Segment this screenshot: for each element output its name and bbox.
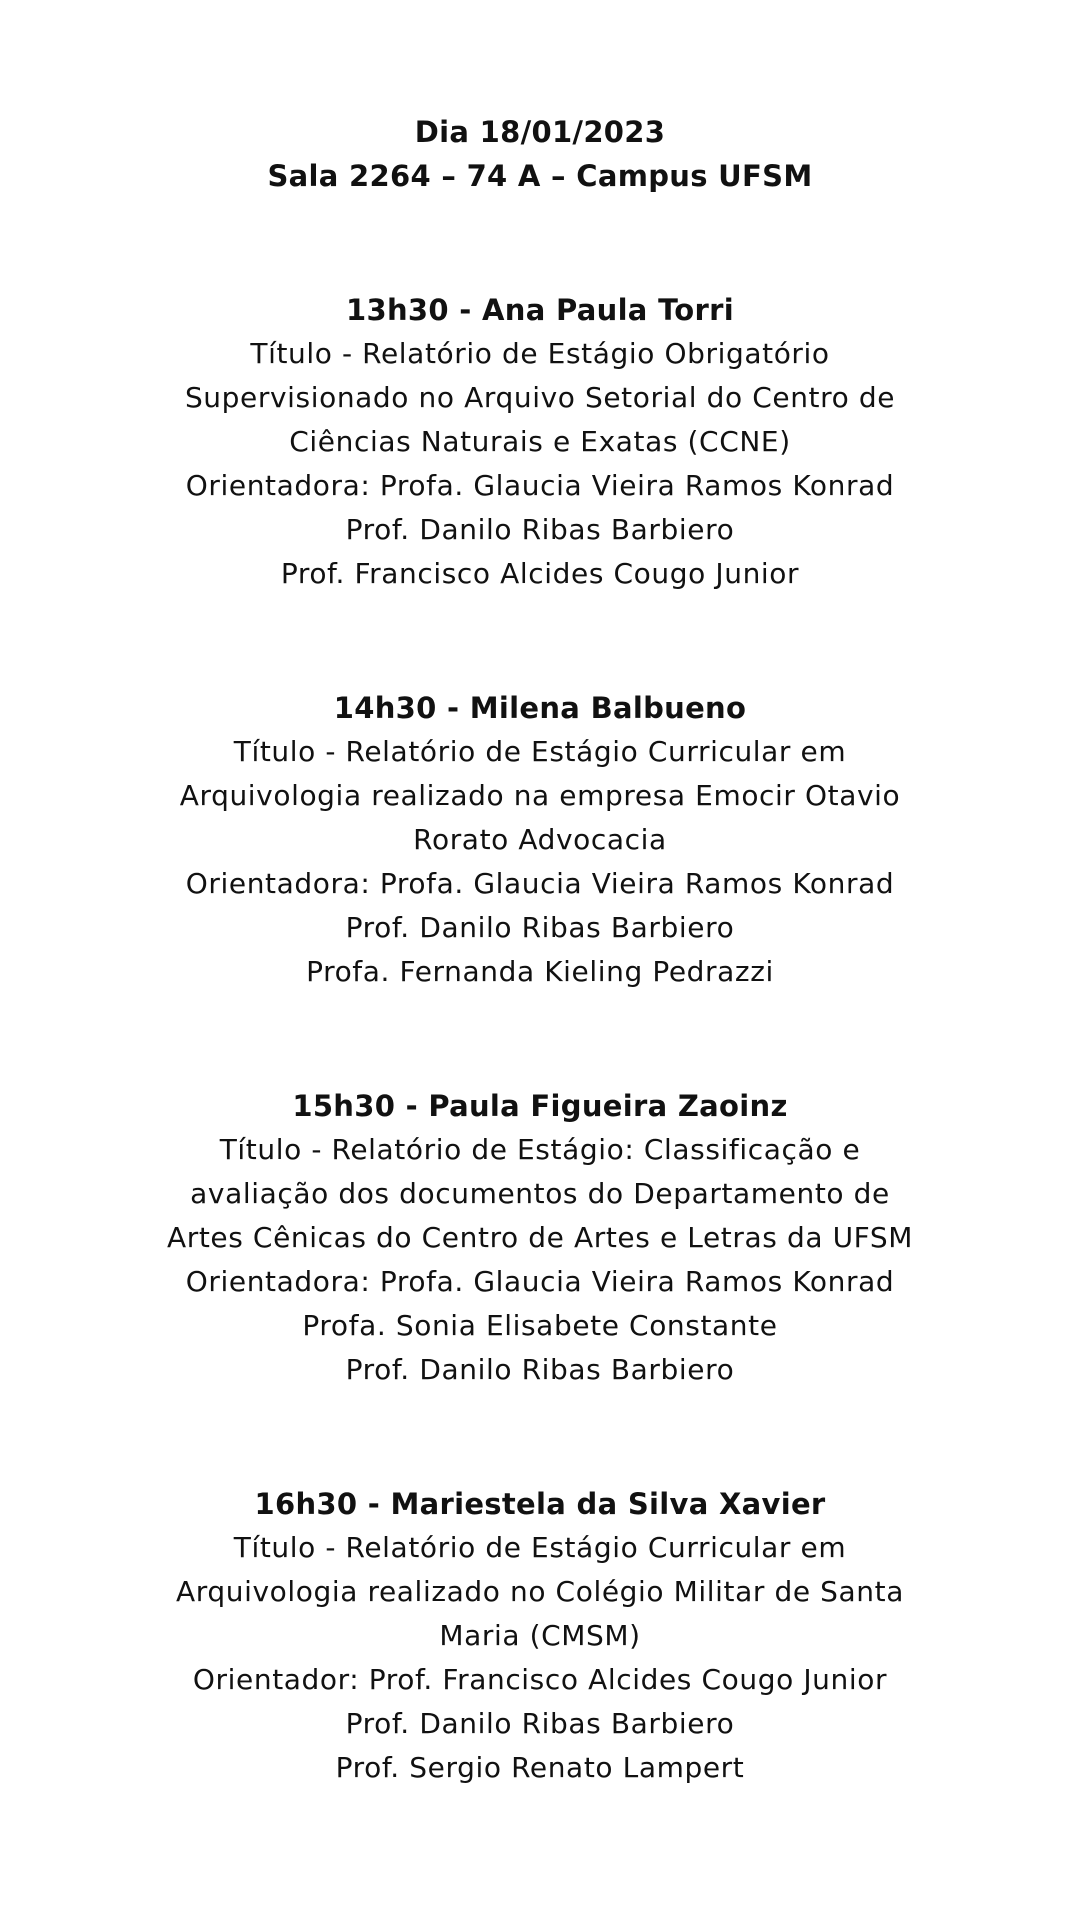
- session-title-line: Título - Relatório de Estágio: Classificação e: [219, 1133, 861, 1166]
- session-block: [40, 686, 1040, 994]
- session-advisor: Orientadora: Profa. Glaucia Vieira Ramos Konrad: [185, 1265, 895, 1298]
- session-time-student: 14h30 - Milena Balbueno: [333, 691, 747, 725]
- session-time-student: 13h30 - Ana Paula Torri: [346, 293, 734, 327]
- session-title-line: Supervisionado no Arquivo Setorial do Centro de: [184, 381, 896, 414]
- session-advisor: Orientadora: Profa. Glaucia Vieira Ramos Konrad: [185, 867, 895, 900]
- session-time-student: 16h30 - Mariestela da Silva Xavier: [254, 1487, 826, 1521]
- session-advisor: Orientadora: Profa. Glaucia Vieira Ramos Konrad: [185, 469, 895, 502]
- session-title-line: Arquivologia realizado no Colégio Militar de Santa: [175, 1575, 904, 1608]
- session-title-line: avaliação dos documentos do Departamento de: [190, 1177, 890, 1210]
- session-title-line: Artes Cênicas do Centro de Artes e Letras da UFSM: [166, 1221, 914, 1254]
- session-time-student: 15h30 - Paula Figueira Zaoinz: [292, 1089, 788, 1123]
- session-board-member: Profa. Sonia Elisabete Constante: [302, 1309, 778, 1342]
- session-title-line: Rorato Advocacia: [413, 823, 667, 856]
- event-date: Dia 18/01/2023: [414, 115, 666, 149]
- session-title-line: Maria (CMSM): [439, 1619, 641, 1652]
- session-block: [40, 1482, 1040, 1790]
- session-title-line: Título - Relatório de Estágio Curricular em: [233, 735, 847, 768]
- session-block: [40, 1084, 1040, 1392]
- session-title-line: Ciências Naturais e Exatas (CCNE): [289, 425, 791, 458]
- session-title-line: Arquivologia realizado na empresa Emocir Otavio: [179, 779, 901, 812]
- event-location: Sala 2264 – 74 A – Campus UFSM: [267, 159, 813, 193]
- session-board-member: Prof. Danilo Ribas Barbiero: [345, 513, 735, 546]
- session-board-member: Prof. Danilo Ribas Barbiero: [345, 1353, 735, 1386]
- session-advisor: Orientador: Prof. Francisco Alcides Cougo Junior: [192, 1663, 888, 1696]
- session-board-member: Prof. Danilo Ribas Barbiero: [345, 1707, 735, 1740]
- session-board-member: Profa. Fernanda Kieling Pedrazzi: [306, 955, 774, 988]
- event-header: [0, 110, 1080, 198]
- session-block: [40, 288, 1040, 596]
- session-title-line: Título - Relatório de Estágio Curricular em: [233, 1531, 847, 1564]
- session-board-member: Prof. Francisco Alcides Cougo Junior: [280, 557, 800, 590]
- session-board-member: Prof. Danilo Ribas Barbiero: [345, 911, 735, 944]
- session-board-member: Prof. Sergio Renato Lampert: [335, 1751, 745, 1784]
- session-title-line: Título - Relatório de Estágio Obrigatório: [250, 337, 830, 370]
